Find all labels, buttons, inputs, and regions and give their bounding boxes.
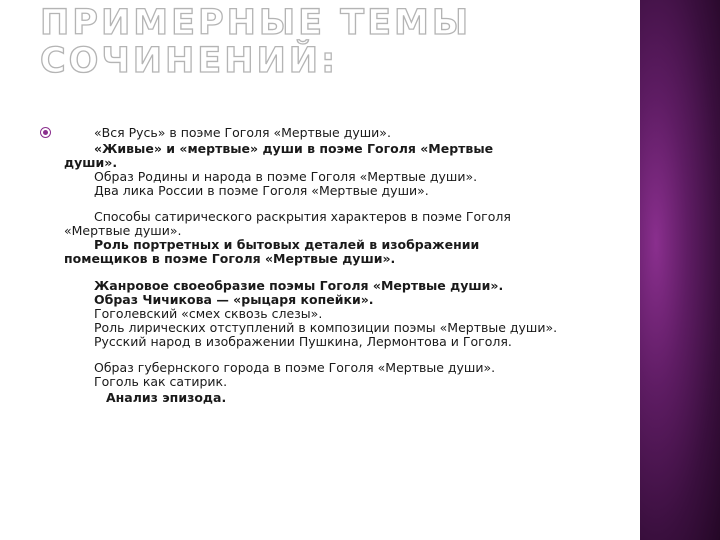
topic-line: Гоголь как сатирик.: [94, 374, 228, 389]
topic-line: Образ губернского города в поэме Гоголя «Мертвые души».: [94, 360, 496, 375]
topic-line: помещиков в поэме Гоголя «Мертвые души».: [64, 251, 396, 266]
topic-line: «Вся Русь» в поэме Гоголя «Мертвые души».: [94, 125, 391, 140]
topic-line: Жанровое своеобразие поэмы Гоголя «Мертвые души».: [94, 278, 504, 293]
topic-line: Русский народ в изображении Пушкина, Лермонтова и Гоголя.: [94, 334, 512, 349]
decorative-sidebar: [640, 0, 720, 540]
title-line-2: СОЧИНЕНИЙ:: [40, 41, 339, 81]
topic-line: Гоголевский «смех сквозь слезы».: [94, 306, 323, 321]
topic-line: Роль портретных и бытовых деталей в изображении: [94, 237, 480, 252]
topic-line: Два лика России в поэме Гоголя «Мертвые души».: [94, 183, 429, 198]
topic-line: «Мертвые души».: [64, 223, 182, 238]
topic-line: Роль лирических отступлений в композиции поэмы «Мертвые души».: [94, 320, 558, 335]
topic-line: Способы сатирического раскрытия характеров в поэме Гоголя: [94, 209, 511, 224]
topic-line: «Живые» и «мертвые» души в поэме Гоголя «Мертвые: [94, 141, 494, 156]
topic-line: Анализ эпизода.: [106, 390, 227, 405]
topic-line: Образ Родины и народа в поэме Гоголя «Мертвые души».: [94, 169, 478, 184]
topic-line: Образ Чичикова — «рыцаря копейки».: [94, 292, 374, 307]
topic-line: души».: [64, 155, 118, 170]
title-line-1: ПРИМЕРНЫЕ ТЕМЫ: [40, 3, 472, 43]
